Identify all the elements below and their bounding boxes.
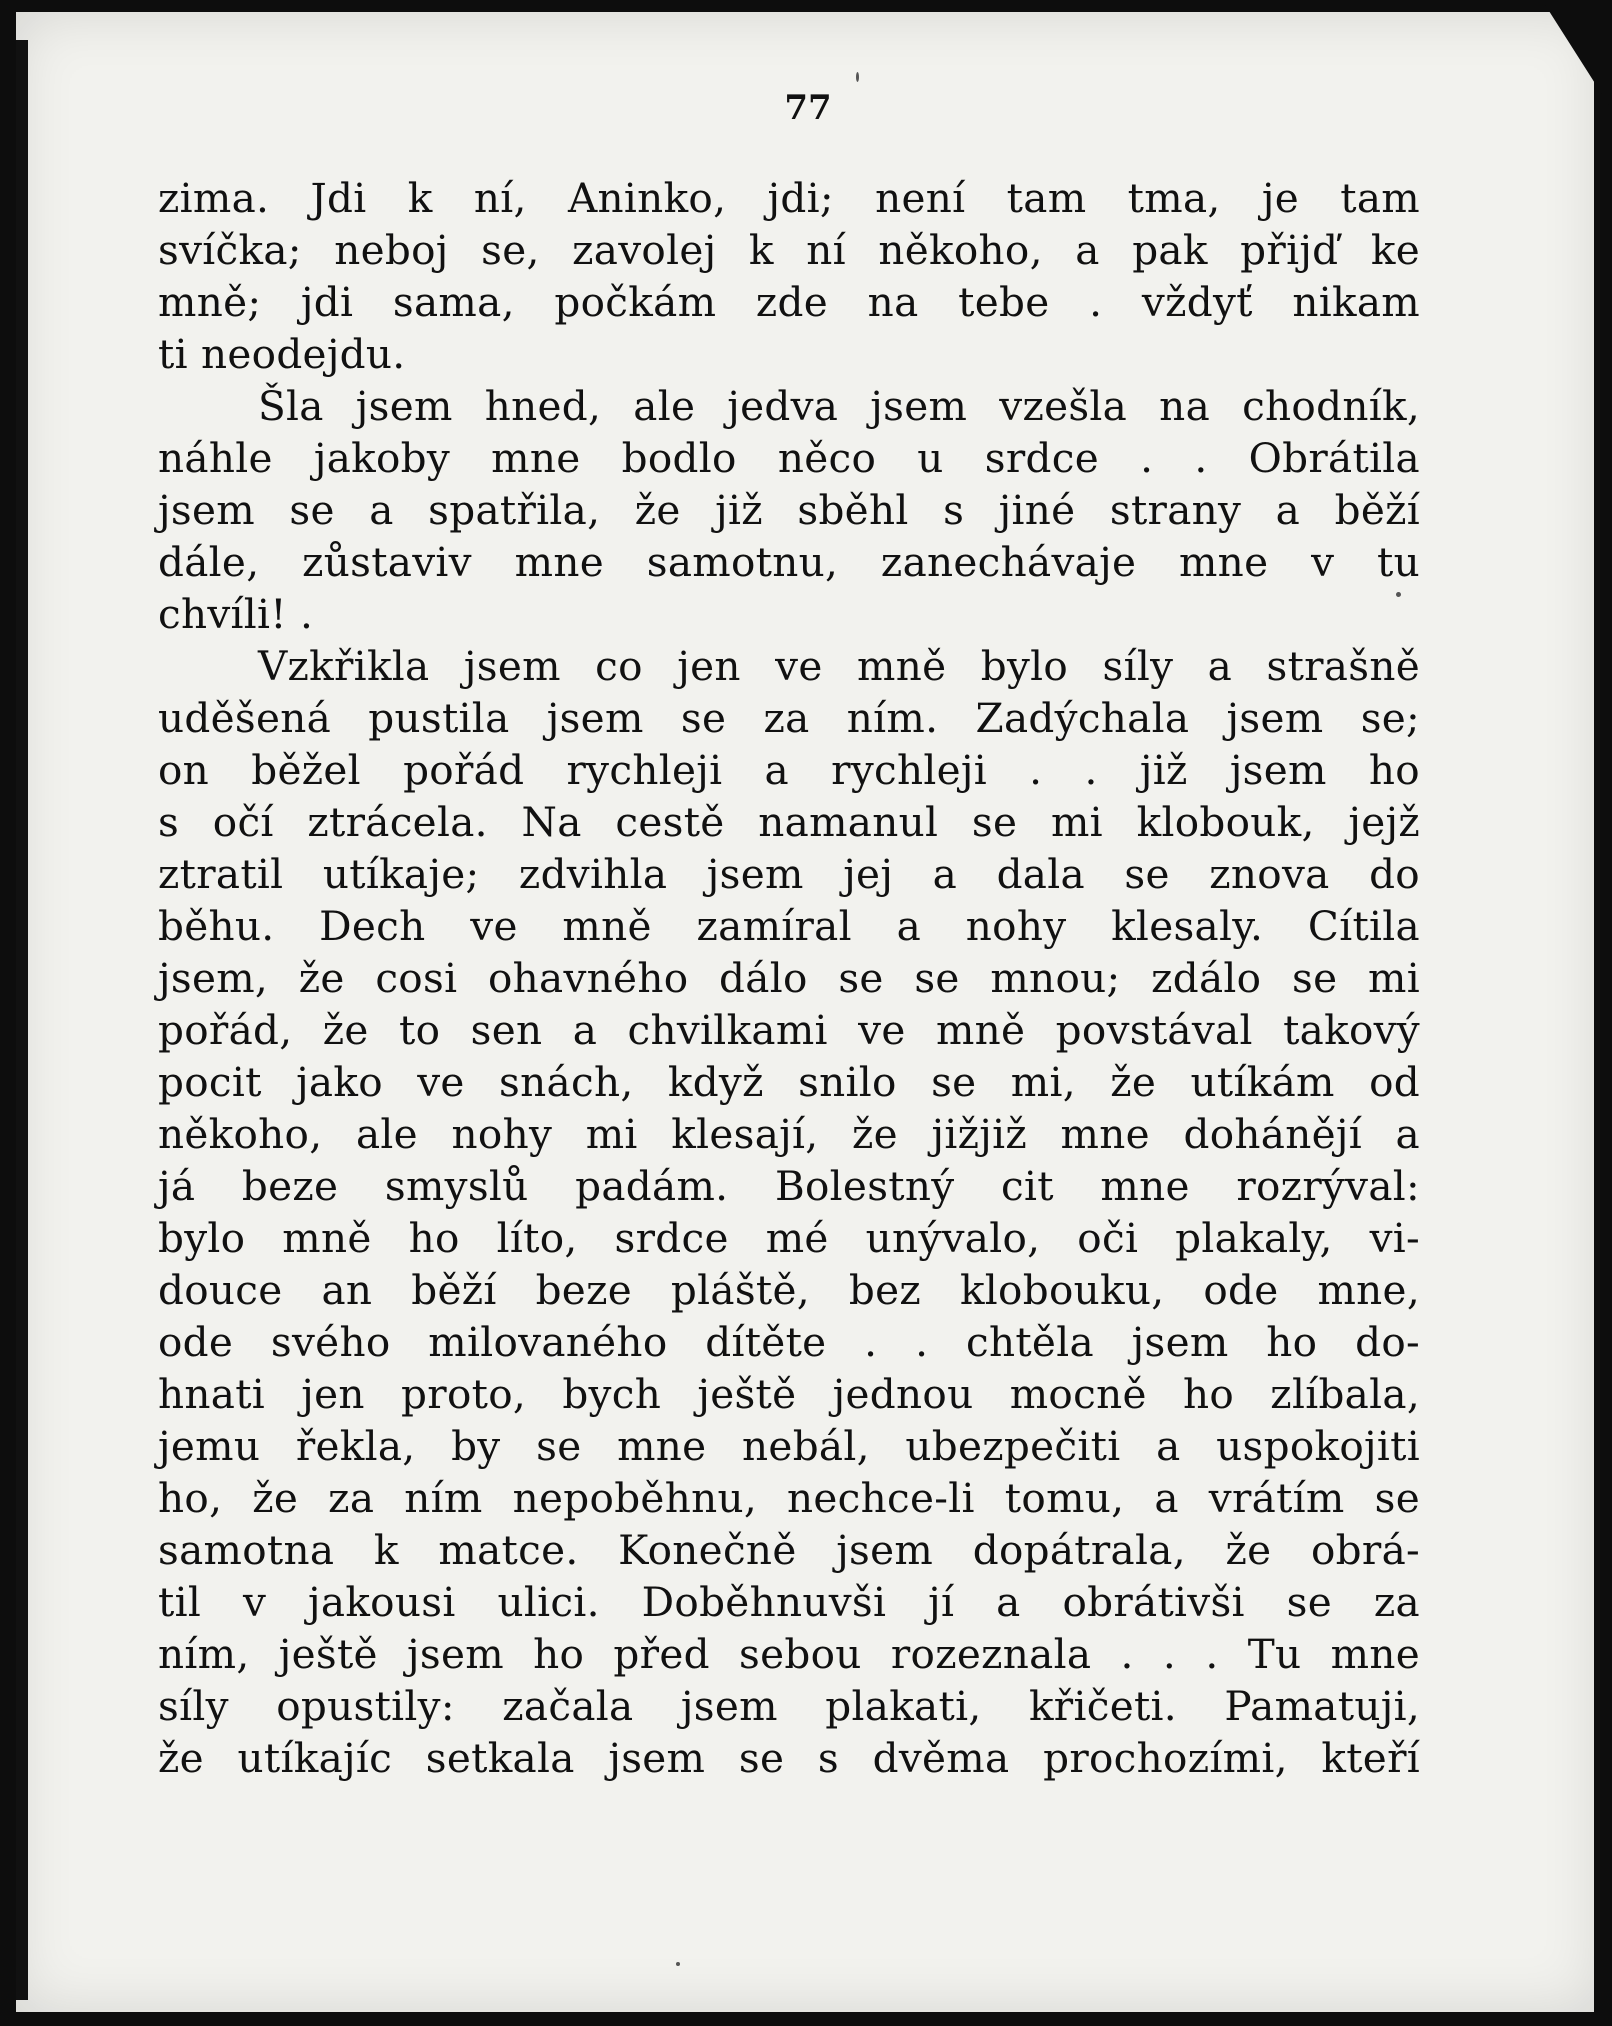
text-line: Šla jsem hned, ale jedva jsem vzešla na chodník, <box>258 382 1420 430</box>
text-line: běhu. Dech ve mně zamíral a nohy klesaly. Cítila <box>158 902 1420 950</box>
text-line: někoho, ale nohy mi klesají, že jižjiž mne dohánějí a <box>158 1110 1420 1158</box>
text-line: hnati jen proto, bych ještě jednou mocně ho zlíbala, <box>158 1370 1420 1418</box>
page-right-edge <box>1594 0 1612 2026</box>
text-line: dále, zůstaviv mne samotnu, zanechávaje mne v tu <box>158 538 1420 586</box>
text-line: ti neodejdu. <box>158 330 406 378</box>
text-line: s očí ztrácela. Na cestě namanul se mi klobouk, jejž <box>158 798 1420 846</box>
text-line: svíčka; neboj se, zavolej k ní někoho, a pak přijď ke <box>158 226 1420 274</box>
text-line: zima. Jdi k ní, Aninko, jdi; není tam tma, je tam <box>158 174 1420 222</box>
text-line: ztratil utíkaje; zdvihla jsem jej a dala se znova do <box>158 850 1420 898</box>
text-line: chvíli! . <box>158 590 314 638</box>
text-line: síly opustily: začala jsem plakati, křičeti. Pamatuji, <box>158 1682 1420 1730</box>
text-line: samotna k matce. Konečně jsem dopátrala, že obrá- <box>158 1526 1420 1574</box>
text-line: Vzkřikla jsem co jen ve mně bylo síly a strašně <box>258 642 1420 690</box>
text-line: bylo mně ho líto, srdce mé unývalo, oči plakaly, vi- <box>158 1214 1420 1262</box>
text-line: til v jakousi ulici. Doběhnuvši jí a obrátivši se za <box>158 1578 1420 1626</box>
text-line: ho, že za ním nepoběhnu, nechce-li tomu, a vrátím se <box>158 1474 1420 1522</box>
text-line: on běžel pořád rychleji a rychleji . . již jsem ho <box>158 746 1420 794</box>
text-line: já beze smyslů padám. Bolestný cit mne rozrýval: <box>158 1162 1420 1210</box>
text-line: že utíkajíc setkala jsem se s dvěma prochozími, kteří <box>158 1734 1420 1782</box>
text-line: náhle jakoby mne bodlo něco u srdce . . Obrátila <box>158 434 1420 482</box>
page-corner <box>1542 0 1612 110</box>
text-line: pocit jako ve snách, když snilo se mi, že utíkám od <box>158 1058 1420 1106</box>
page-binding-edge <box>16 40 28 2000</box>
page-number: 77 <box>784 88 832 128</box>
text-line: mně; jdi sama, počkám zde na tebe . vždyť nikam <box>158 278 1420 326</box>
text-line: pořád, že to sen a chvilkami ve mně povstával takový <box>158 1006 1420 1054</box>
text-line: douce an běží beze pláště, bez klobouku, ode mne, <box>158 1266 1420 1314</box>
text-line: jemu řekla, by se mne nebál, ubezpečiti a uspokojiti <box>158 1422 1420 1470</box>
text-line: uděšená pustila jsem se za ním. Zadýchala jsem se; <box>158 694 1420 742</box>
text-line: ode svého milovaného dítěte . . chtěla jsem ho do- <box>158 1318 1420 1366</box>
body-text <box>158 172 1420 1784</box>
paper-speck <box>856 72 859 82</box>
paper-speck <box>1396 592 1401 597</box>
text-line: jsem se a spatřila, že již sběhl s jiné strany a běží <box>158 486 1420 534</box>
text-line: ním, ještě jsem ho před sebou rozeznala . . . Tu mne <box>158 1630 1420 1678</box>
paper-speck <box>676 1962 680 1966</box>
book-page <box>16 12 1600 2012</box>
text-line: jsem, že cosi ohavného dálo se se mnou; zdálo se mi <box>158 954 1420 1002</box>
